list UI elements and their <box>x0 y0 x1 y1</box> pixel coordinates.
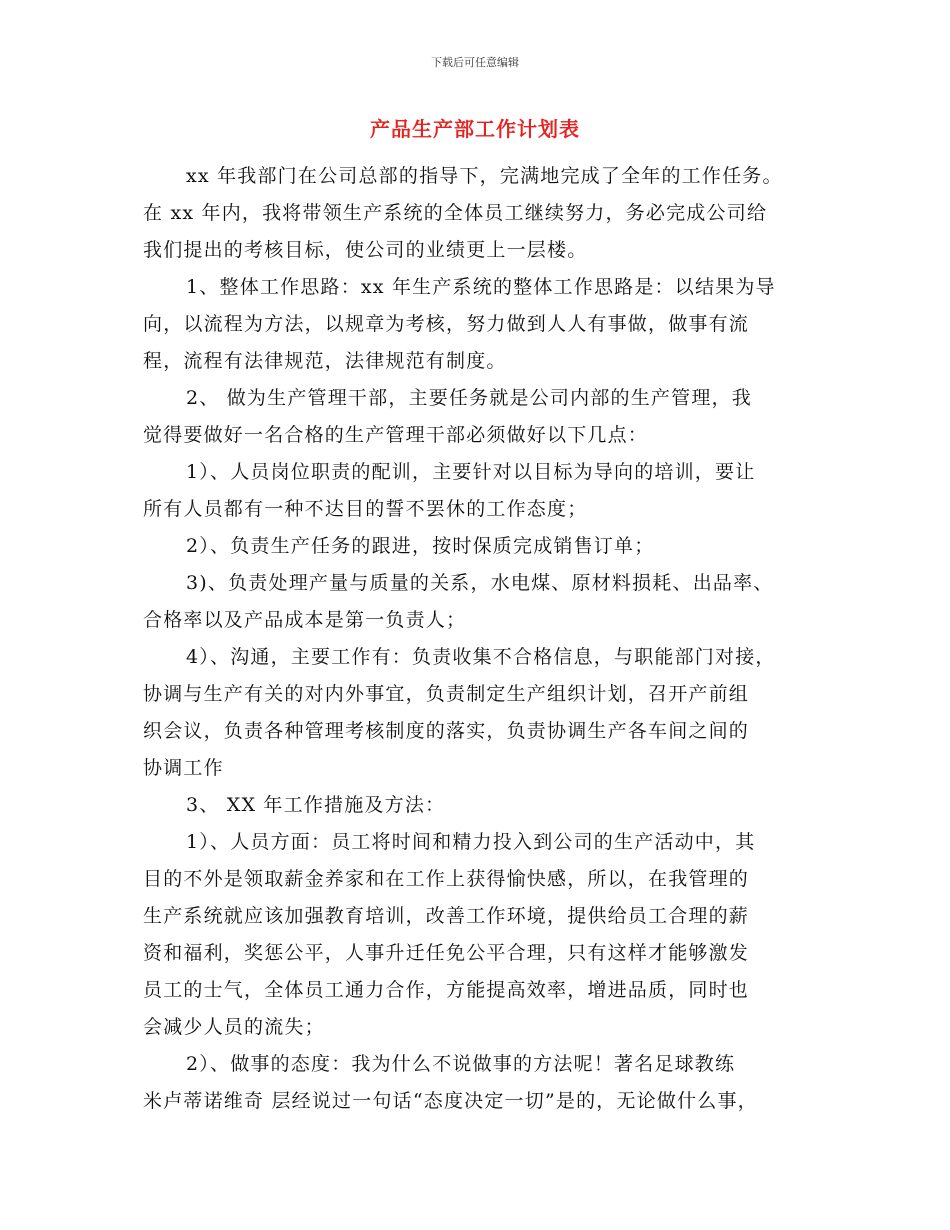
text-line: 会减少人员的流失； <box>143 1016 325 1038</box>
text-line: 2、 做为生产管理干部，主要任务就是公司内部的生产管理，我 <box>186 387 752 409</box>
text-line: 生产系统就应该加强教育培训，改善工作环境，提供给员工合理的薪 <box>143 905 750 927</box>
text-line: 协调与生产有关的对内外事宜，负责制定生产组织计划，召开产前组 <box>143 683 750 705</box>
text-line: 向，以流程为方法，以规章为考核，努力做到人人有事做，做事有流 <box>143 313 750 335</box>
text-line: 1）、人员岗位职责的配训，主要针对以目标为导向的培训，要让 <box>186 461 756 483</box>
text-line: 1）、人员方面：员工将时间和精力投入到公司的生产活动中，其 <box>186 831 756 853</box>
text-line: 3)、负责处理产量与质量的关系，水电煤、原材料损耗、出品率、 <box>186 572 774 594</box>
text-line: 2）、做事的态度：我为什么不说做事的方法呢！著名足球教练 <box>186 1053 736 1075</box>
text-line: 所有人员都有一种不达目的誓不罢休的工作态度； <box>143 498 588 520</box>
text-line: 3、 XX 年工作措施及方法： <box>186 794 446 816</box>
text-line: 合格率以及产品成本是第一负责人； <box>143 609 467 631</box>
text-line: 程，流程有法律规范，法律规范有制度。 <box>143 350 507 372</box>
document-body <box>143 158 833 1120</box>
text-line: 1、整体工作思路：xx 年生产系统的整体工作思路是：以结果为导 <box>186 276 776 298</box>
text-line: 觉得要做好一名合格的生产管理干部必须做好以下几点： <box>143 424 649 446</box>
text-line: 织会议，负责各种管理考核制度的落实，负责协调生产各车间之间的 <box>143 720 750 742</box>
text-line: 目的不外是领取薪金养家和在工作上获得愉快感，所以，在我管理的 <box>143 868 750 890</box>
text-line: 员工的士气，全体员工通力合作，方能提高效率，增进品质，同时也 <box>143 979 750 1001</box>
text-line: 资和福利，奖惩公平，人事升迁任免公平合理，只有这样才能够激发 <box>143 942 750 964</box>
text-line: 2）、负责生产任务的跟进，按时保质完成销售订单； <box>186 535 655 557</box>
text-line: xx 年我部门在公司总部的指导下，完满地完成了全年的工作任务。 <box>186 165 783 187</box>
document-title: 产品生产部工作计划表 <box>370 117 580 141</box>
header-note: 下载后可任意编辑 <box>431 56 519 69</box>
text-line: 米卢蒂诺维奇 层经说过一句话“态度决定一切”是的，无论做什么事， <box>143 1090 758 1112</box>
text-line: 我们提出的考核目标，使公司的业绩更上一层楼。 <box>143 239 588 261</box>
text-line: 4）、沟通，主要工作有：负责收集不合格信息，与职能部门对接， <box>186 646 776 668</box>
text-line: 在 xx 年内，我将带领生产系统的全体员工继续努力，务必完成公司给 <box>143 202 768 224</box>
text-line: 协调工作 <box>143 757 224 779</box>
